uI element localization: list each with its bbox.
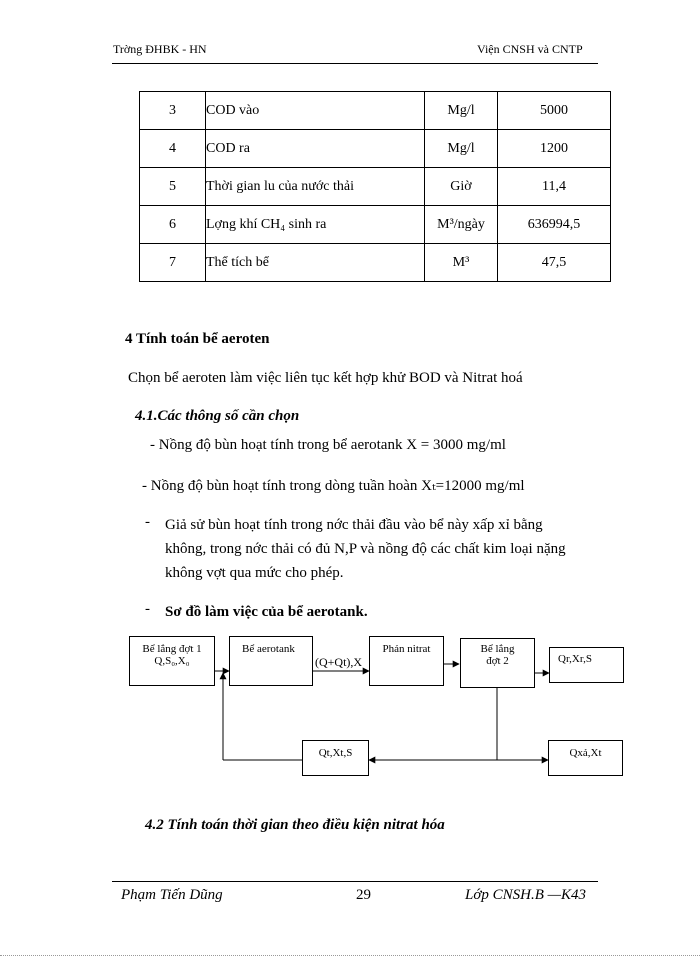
bullet-mark: - xyxy=(145,514,150,530)
row-unit: M³/ngày xyxy=(425,206,498,244)
row-name: COD vào xyxy=(206,92,425,130)
return-sludge-box xyxy=(302,740,369,776)
row-number: 6 xyxy=(140,206,206,244)
waste-sludge-box xyxy=(548,740,623,776)
row-number: 4 xyxy=(140,130,206,168)
row-value: 47,5 xyxy=(498,244,611,282)
row-name: Lợng khí CH₄ sinh ra xyxy=(206,206,425,244)
row-number: 3 xyxy=(140,92,206,130)
assumption-line-1: Giả sử bùn hoạt tính trong nớc thải đầu vào bể này xấp xỉ bằng xyxy=(165,517,543,533)
flow-label: (Q+Qt),X xyxy=(315,655,363,669)
effluent-label: Qr,Xr,S xyxy=(558,653,592,665)
row-name: COD ra xyxy=(206,130,425,168)
row-unit: M³ xyxy=(425,244,498,282)
assumption-line-3: không vợt qua mức cho phép. xyxy=(165,565,344,581)
row-value: 11,4 xyxy=(498,168,611,206)
row-value: 636994,5 xyxy=(498,206,611,244)
row-name: Thể tích bể xyxy=(206,244,425,282)
denitrification-label: Phản nitrat xyxy=(382,643,431,655)
return-sludge-line: - Nồng độ bùn hoạt tính trong dòng tuần hoàn Xₜ=12000 mg/ml xyxy=(142,478,525,494)
secondary-settler-box xyxy=(460,638,535,688)
aerotank-label: Bể aerotank xyxy=(242,643,295,655)
subheading-parameters: 4.1.Các thông số cần chọn xyxy=(135,408,300,424)
page-number: 29 xyxy=(356,887,371,903)
row-unit: Giờ xyxy=(425,168,498,206)
row-unit: Mg/l xyxy=(425,130,498,168)
row-number: 5 xyxy=(140,168,206,206)
footer-rule xyxy=(112,881,598,882)
assumption-line-2: không, trong nớc thải có đủ N,P và nồng độ các chất kim loại nặng xyxy=(165,541,566,557)
row-unit: Mg/l xyxy=(425,92,498,130)
waste-sludge-label: Qxả,Xt xyxy=(569,747,602,759)
secondary-settler-label-1: Bể lắng xyxy=(480,643,515,655)
row-value: 5000 xyxy=(498,92,611,130)
row-number: 7 xyxy=(140,244,206,282)
header-left: Trờng ĐHBK - HN xyxy=(113,42,207,56)
subheading-nitrification-time: 4.2 Tính toán thời gian theo điều kiện nitrat hóa xyxy=(145,817,445,833)
bullet-mark: - xyxy=(145,601,150,617)
row-name: Thời gian lu của nước thải xyxy=(206,168,425,206)
row-value: 1200 xyxy=(498,130,611,168)
primary-settler-box xyxy=(129,636,215,686)
aerotank-box xyxy=(229,636,313,686)
sludge-concentration-line: - Nồng độ bùn hoạt tính trong bể aerotank X = 3000 mg/ml xyxy=(150,437,506,453)
section-heading: 4 Tính toán bể aeroten xyxy=(125,331,270,347)
return-sludge-label: Qt,Xt,S xyxy=(318,747,353,759)
intro-text: Chọn bể aeroten làm việc liên tục kết hợp khử BOD và Nitrat hoá xyxy=(128,370,523,386)
primary-settler-flow: Q,S₀,X₀ xyxy=(154,655,190,667)
diagram-caption: Sơ đồ làm việc của bể aerotank. xyxy=(165,604,368,620)
primary-settler-label: Bể lắng đợt 1 xyxy=(142,643,202,655)
denitrification-box xyxy=(369,636,444,686)
footer-author: Phạm Tiến Dũng xyxy=(121,887,223,903)
header-right: Viện CNSH và CNTP xyxy=(477,42,583,56)
footer-class: Lớp CNSH.B —K43 xyxy=(465,887,586,903)
secondary-settler-label-2: đợt 2 xyxy=(486,655,509,667)
page-edge-dotted xyxy=(0,955,700,956)
effluent-box xyxy=(549,647,624,683)
